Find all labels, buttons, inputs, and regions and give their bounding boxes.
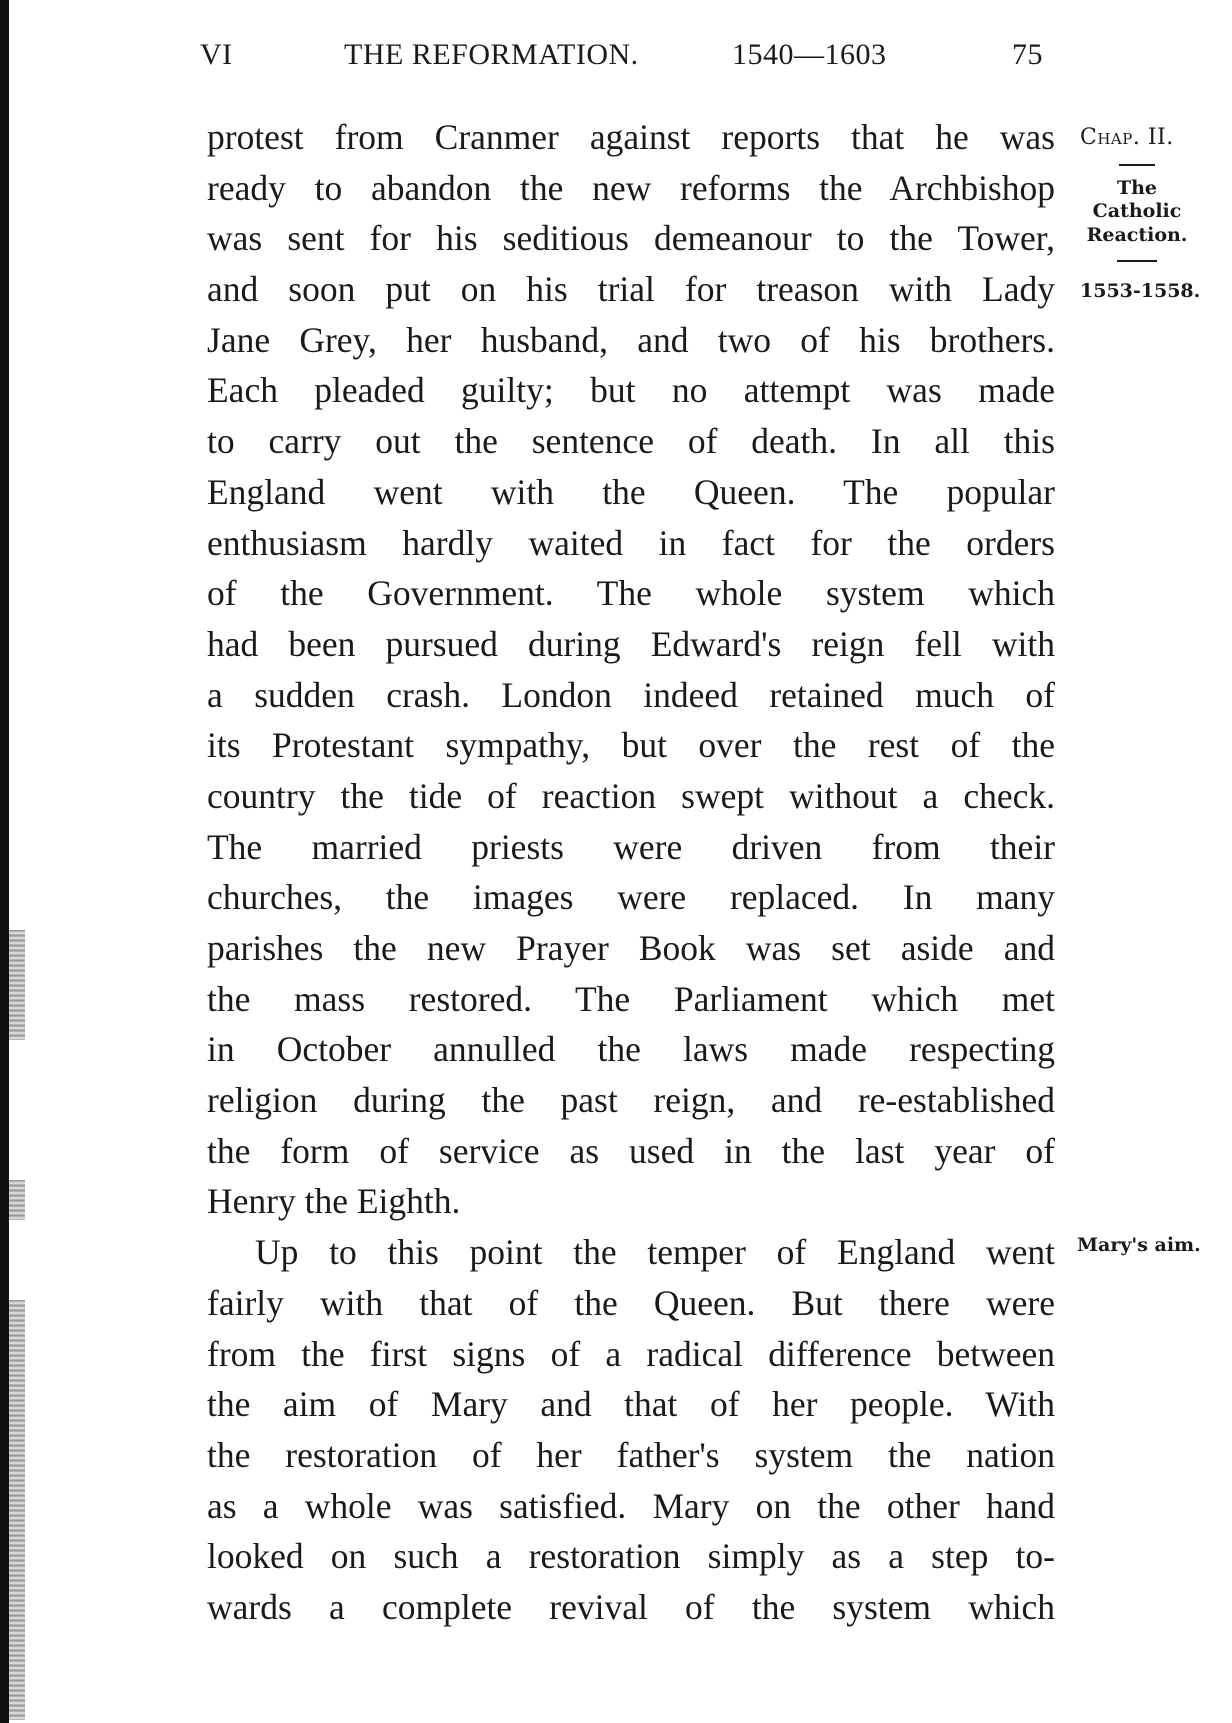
page-binding-edge: [0, 0, 9, 1723]
text-line: as a whole was satisfied. Mary on the other hand: [207, 1485, 1055, 1526]
text-line: churches, the images were replaced. In many: [207, 877, 1055, 918]
margin-chapter-label: Chap. II.: [1080, 125, 1174, 150]
text-line: its Protestant sympathy, but over the rest of the: [207, 725, 1055, 766]
text-line: enthusiasm hardly waited in fact for the orders: [207, 522, 1055, 563]
text-line: the restoration of her father's system the nation: [207, 1434, 1055, 1475]
text-line: country the tide of reaction swept without a check.: [207, 775, 1055, 816]
text-line: Jane Grey, her husband, and two of his brothers.: [207, 319, 1055, 360]
text-line: and soon put on his trial for treason with Lady: [207, 269, 1055, 310]
margin-divider: [1119, 164, 1155, 166]
text-line: a sudden crash. London indeed retained much of: [207, 674, 1055, 715]
text-line: religion during the past reign, and re-established: [207, 1080, 1055, 1121]
text-line: looked on such a restoration simply as a step to-: [207, 1536, 1055, 1577]
text-line: Up to this point the temper of England went: [255, 1232, 1055, 1273]
text-line: of the Government. The whole system which: [207, 573, 1055, 614]
running-head: [200, 38, 1060, 78]
text-line: from the first signs of a radical difference between: [207, 1333, 1055, 1374]
page-number: 75: [1012, 38, 1043, 71]
text-line: to carry out the sentence of death. In all this: [207, 421, 1055, 462]
running-title: THE REFORMATION.: [344, 38, 639, 71]
text-line: the form of service as used in the last year of: [207, 1130, 1055, 1171]
margin-section-title-line1: The: [1116, 177, 1158, 199]
margin-years: 1553-1558.: [1080, 280, 1201, 302]
text-line: in October annulled the laws made respecting: [207, 1029, 1055, 1070]
text-line: ready to abandon the new reforms the Archbishop: [207, 167, 1055, 208]
text-line: Each pleaded guilty; but no attempt was made: [207, 370, 1055, 411]
text-line: fairly with that of the Queen. But there were: [207, 1282, 1055, 1323]
text-line: the aim of Mary and that of her people. With: [207, 1384, 1055, 1425]
text-line: wards a complete revival of the system which: [207, 1586, 1055, 1627]
binding-shadow: [9, 1180, 25, 1220]
margin-section-title-line2: Catholic: [1092, 200, 1182, 222]
text-line: England went with the Queen. The popular: [207, 471, 1055, 512]
text-line: the mass restored. The Parliament which met: [207, 978, 1055, 1019]
chapter-numeral: VI: [200, 38, 233, 71]
text-line: The married priests were driven from their: [207, 826, 1055, 867]
text-line: was sent for his seditious demeanour to the Tower,: [207, 218, 1055, 259]
binding-shadow: [9, 1300, 25, 1720]
margin-subject-note: Mary's aim.: [1077, 1234, 1201, 1256]
binding-shadow: [9, 930, 25, 1040]
text-line: parishes the new Prayer Book was set aside and: [207, 928, 1055, 968]
margin-divider: [1117, 260, 1157, 262]
text-line: Henry the Eighth.: [207, 1181, 461, 1222]
body-text: [207, 112, 1055, 1633]
margin-section-title-line3: Reaction.: [1086, 224, 1188, 246]
text-line: had been pursued during Edward's reign fell with: [207, 623, 1055, 664]
running-dates: 1540—1603: [732, 38, 887, 71]
text-line: protest from Cranmer against reports that he was: [207, 117, 1055, 157]
